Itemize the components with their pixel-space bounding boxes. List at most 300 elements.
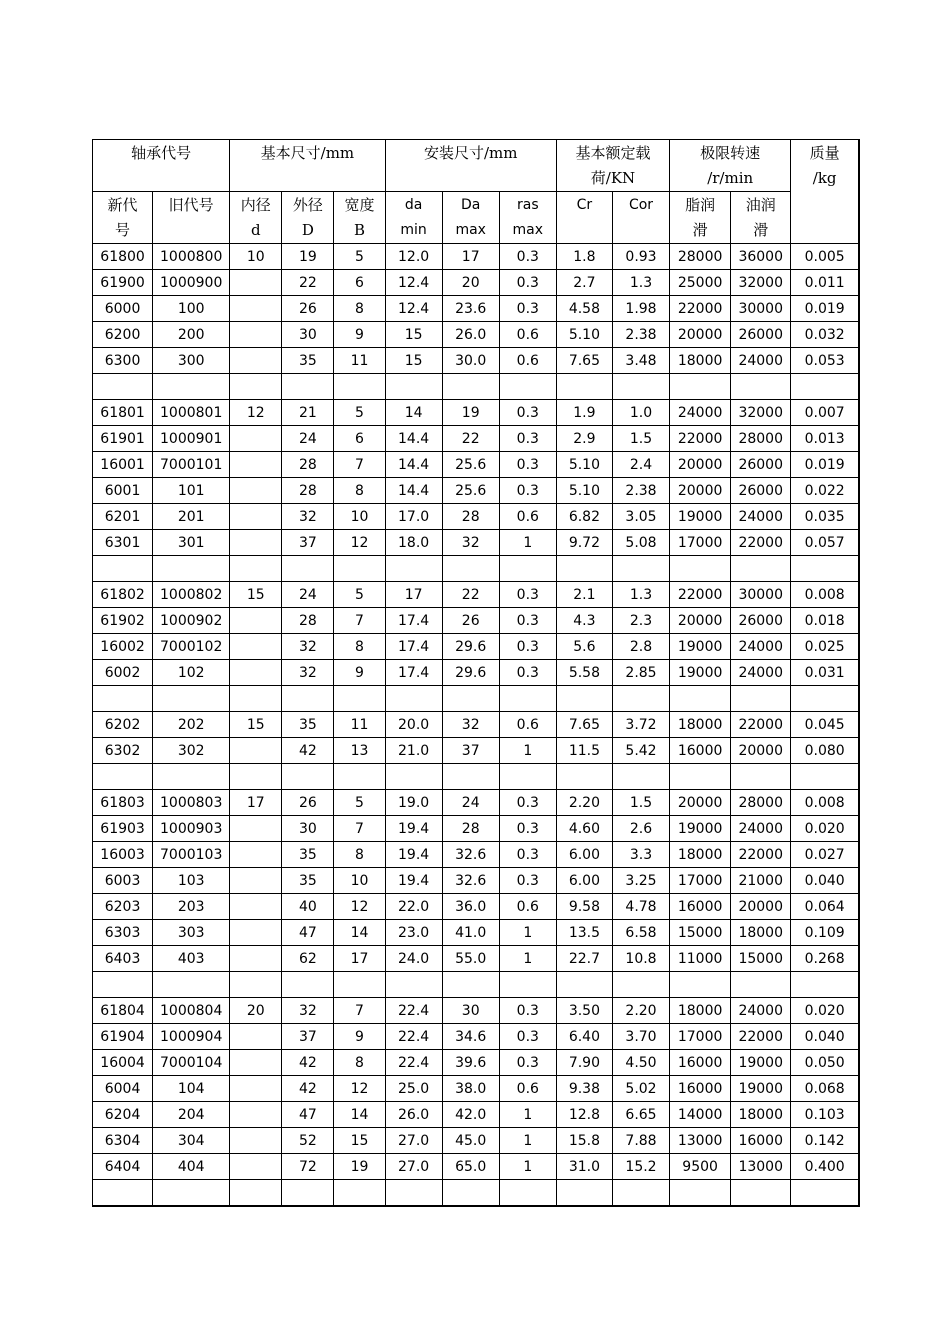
- cell-oil-speed: 28000: [731, 426, 791, 452]
- table-row: [93, 582, 860, 608]
- cell-grease-speed: 22000: [670, 426, 731, 452]
- header-line: 基本额定载: [575, 144, 651, 162]
- header-line: 外径: [292, 196, 323, 214]
- cell-da-min: 25.0: [385, 1076, 442, 1102]
- table-row: [93, 1050, 860, 1076]
- cell-mass: 0.018: [791, 608, 859, 634]
- cell-outer-D: 42: [282, 1050, 334, 1076]
- cell-oil-speed: 24000: [731, 660, 791, 686]
- cell-cor: 1.3: [612, 270, 669, 296]
- cell-new-code: 6004: [93, 1076, 153, 1102]
- cell-da-min: 22.0: [385, 894, 442, 920]
- cell-Da-max: [442, 556, 499, 582]
- subheader-Da-max: [442, 192, 499, 244]
- cell-mass: 0.064: [791, 894, 859, 920]
- cell-inner-d: [230, 556, 282, 582]
- cell-width-B: 5: [334, 790, 385, 816]
- cell-da-min: 15: [385, 322, 442, 348]
- cell-inner-d: [230, 478, 282, 504]
- header-row-group: [93, 140, 860, 192]
- cell-outer-D: 26: [282, 296, 334, 322]
- header-line: 基本尺寸/mm: [260, 144, 355, 162]
- table-row: [93, 738, 860, 764]
- cell-cor: 0.93: [612, 244, 669, 270]
- cell-mass: 0.142: [791, 1128, 859, 1154]
- cell-new-code: 6001: [93, 478, 153, 504]
- cell-da-min: [385, 556, 442, 582]
- cell-old-code: 301: [153, 530, 230, 556]
- header-line: 新代: [107, 196, 138, 214]
- cell-da-min: 14: [385, 400, 442, 426]
- cell-da-min: [385, 686, 442, 712]
- table-row: [93, 868, 860, 894]
- cell-inner-d: 17: [230, 790, 282, 816]
- cell-grease-speed: [670, 686, 731, 712]
- cell-grease-speed: 20000: [670, 790, 731, 816]
- cell-da-min: 17: [385, 582, 442, 608]
- cell-da-min: 22.4: [385, 1024, 442, 1050]
- cell-cor: 2.38: [612, 478, 669, 504]
- cell-new-code: [93, 686, 153, 712]
- header-line: max: [455, 222, 486, 238]
- cell-Da-max: 30.0: [442, 348, 499, 374]
- header-line: 极限转速: [700, 144, 761, 162]
- cell-ras-max: 1: [499, 530, 556, 556]
- cell-ras-max: 1: [499, 738, 556, 764]
- cell-ras-max: 0.6: [499, 504, 556, 530]
- cell-cor: 10.8: [612, 946, 669, 972]
- cell-grease-speed: 16000: [670, 1076, 731, 1102]
- cell-Da-max: 25.6: [442, 452, 499, 478]
- cell-Da-max: 36.0: [442, 894, 499, 920]
- cell-Da-max: 41.0: [442, 920, 499, 946]
- table-row: [93, 296, 860, 322]
- cell-oil-speed: 21000: [731, 868, 791, 894]
- cell-ras-max: 0.3: [499, 244, 556, 270]
- cell-grease-speed: 17000: [670, 1024, 731, 1050]
- header-line: /kg: [812, 169, 837, 187]
- cell-inner-d: [230, 452, 282, 478]
- cell-cor: 2.8: [612, 634, 669, 660]
- cell-new-code: 61902: [93, 608, 153, 634]
- cell-ras-max: 0.3: [499, 270, 556, 296]
- table-row: [93, 1076, 860, 1102]
- cell-Da-max: 39.6: [442, 1050, 499, 1076]
- table-row: [93, 504, 860, 530]
- cell-inner-d: [230, 296, 282, 322]
- cell-grease-speed: 11000: [670, 946, 731, 972]
- cell-cr: 12.8: [556, 1102, 612, 1128]
- table-row: [93, 400, 860, 426]
- cell-mass: 0.035: [791, 504, 859, 530]
- cell-inner-d: [230, 1050, 282, 1076]
- cell-width-B: 9: [334, 322, 385, 348]
- cell-mass: 0.025: [791, 634, 859, 660]
- cell-inner-d: [230, 738, 282, 764]
- cell-width-B: 11: [334, 348, 385, 374]
- table-row: [93, 1128, 860, 1154]
- cell-da-min: 22.4: [385, 1050, 442, 1076]
- cell-mass: 0.008: [791, 582, 859, 608]
- cell-new-code: 6404: [93, 1154, 153, 1180]
- cell-new-code: 61804: [93, 998, 153, 1024]
- cell-width-B: [334, 556, 385, 582]
- cell-Da-max: 28: [442, 504, 499, 530]
- cell-outer-D: 32: [282, 504, 334, 530]
- cell-ras-max: 0.3: [499, 790, 556, 816]
- cell-cor: 15.2: [612, 1154, 669, 1180]
- cell-da-min: 19.4: [385, 842, 442, 868]
- cell-new-code: [93, 374, 153, 400]
- table-row: [93, 946, 860, 972]
- cell-oil-speed: 20000: [731, 894, 791, 920]
- table-row: [93, 1102, 860, 1128]
- cell-outer-D: [282, 764, 334, 790]
- cell-new-code: 61803: [93, 790, 153, 816]
- cell-outer-D: [282, 972, 334, 998]
- cell-new-code: 61802: [93, 582, 153, 608]
- cell-cor: 2.3: [612, 608, 669, 634]
- cell-oil-speed: 22000: [731, 842, 791, 868]
- cell-new-code: [93, 764, 153, 790]
- cell-inner-d: [230, 894, 282, 920]
- cell-new-code: 61904: [93, 1024, 153, 1050]
- cell-outer-D: 35: [282, 842, 334, 868]
- cell-grease-speed: 19000: [670, 634, 731, 660]
- cell-cor: 3.25: [612, 868, 669, 894]
- header-installation-dimensions: [385, 140, 556, 192]
- cell-old-code: 7000103: [153, 842, 230, 868]
- cell-old-code: 304: [153, 1128, 230, 1154]
- cell-Da-max: 23.6: [442, 296, 499, 322]
- header-line: da: [404, 197, 423, 213]
- cell-da-min: 23.0: [385, 920, 442, 946]
- cell-width-B: 7: [334, 452, 385, 478]
- cell-new-code: 6203: [93, 894, 153, 920]
- cell-oil-speed: 26000: [731, 608, 791, 634]
- cell-Da-max: [442, 374, 499, 400]
- cell-ras-max: 0.3: [499, 816, 556, 842]
- cell-cr: [556, 686, 612, 712]
- cell-da-min: 27.0: [385, 1128, 442, 1154]
- subheader-new-code: [93, 192, 153, 244]
- cell-da-min: 14.4: [385, 452, 442, 478]
- cell-mass: 0.040: [791, 868, 859, 894]
- cell-ras-max: 0.3: [499, 998, 556, 1024]
- cell-mass: [791, 374, 859, 400]
- cell-ras-max: [499, 972, 556, 998]
- cell-ras-max: 0.3: [499, 634, 556, 660]
- cell-mass: 0.011: [791, 270, 859, 296]
- bearing-spec-table: [92, 139, 860, 1207]
- table-row: [93, 998, 860, 1024]
- cell-grease-speed: 16000: [670, 738, 731, 764]
- cell-outer-D: 24: [282, 582, 334, 608]
- cell-new-code: 61900: [93, 270, 153, 296]
- cell-old-code: 102: [153, 660, 230, 686]
- cell-cor: [612, 972, 669, 998]
- cell-new-code: 6201: [93, 504, 153, 530]
- cell-old-code: 1000804: [153, 998, 230, 1024]
- cell-inner-d: [230, 374, 282, 400]
- cell-cor: 3.72: [612, 712, 669, 738]
- cell-grease-speed: 17000: [670, 868, 731, 894]
- cell-inner-d: [230, 660, 282, 686]
- table-row: [93, 634, 860, 660]
- cell-inner-d: [230, 816, 282, 842]
- cell-Da-max: 26.0: [442, 322, 499, 348]
- cell-da-min: 26.0: [385, 1102, 442, 1128]
- cell-cr: 5.58: [556, 660, 612, 686]
- cell-new-code: 61800: [93, 244, 153, 270]
- cell-new-code: 16004: [93, 1050, 153, 1076]
- subheader-outer-diameter: [282, 192, 334, 244]
- cell-width-B: 8: [334, 296, 385, 322]
- header-line: 滑: [753, 221, 769, 239]
- cell-oil-speed: [731, 764, 791, 790]
- cell-Da-max: [442, 1180, 499, 1207]
- header-row-sub: [93, 192, 860, 244]
- cell-cor: 1.5: [612, 790, 669, 816]
- subheader-width: [334, 192, 385, 244]
- cell-da-min: 19.4: [385, 868, 442, 894]
- table-row: [93, 608, 860, 634]
- cell-cr: 5.10: [556, 452, 612, 478]
- cell-cr: 4.3: [556, 608, 612, 634]
- cell-width-B: 5: [334, 400, 385, 426]
- table-row: [93, 894, 860, 920]
- cell-width-B: [334, 1180, 385, 1207]
- cell-oil-speed: [731, 374, 791, 400]
- cell-da-min: 14.4: [385, 426, 442, 452]
- cell-oil-speed: 22000: [731, 712, 791, 738]
- cell-new-code: 16002: [93, 634, 153, 660]
- cell-da-min: 17.4: [385, 608, 442, 634]
- cell-cor: 5.02: [612, 1076, 669, 1102]
- cell-Da-max: [442, 972, 499, 998]
- cell-outer-D: 52: [282, 1128, 334, 1154]
- cell-oil-speed: 30000: [731, 582, 791, 608]
- cell-cr: 22.7: [556, 946, 612, 972]
- cell-oil-speed: [731, 556, 791, 582]
- cell-mass: [791, 764, 859, 790]
- cell-cor: 4.78: [612, 894, 669, 920]
- table-row: [93, 1024, 860, 1050]
- cell-old-code: 201: [153, 504, 230, 530]
- cell-old-code: 204: [153, 1102, 230, 1128]
- cell-old-code: 7000102: [153, 634, 230, 660]
- cell-oil-speed: 24000: [731, 998, 791, 1024]
- cell-outer-D: 28: [282, 608, 334, 634]
- cell-ras-max: 1: [499, 920, 556, 946]
- table-row: [93, 660, 860, 686]
- cell-old-code: 303: [153, 920, 230, 946]
- cell-old-code: 203: [153, 894, 230, 920]
- cell-width-B: 13: [334, 738, 385, 764]
- cell-inner-d: [230, 946, 282, 972]
- cell-ras-max: 0.3: [499, 608, 556, 634]
- cell-outer-D: 21: [282, 400, 334, 426]
- cell-grease-speed: [670, 764, 731, 790]
- header-bearing-code: [93, 140, 230, 192]
- cell-cr: [556, 972, 612, 998]
- cell-cr: 4.58: [556, 296, 612, 322]
- subheader-grease-lubrication: [670, 192, 731, 244]
- cell-mass: 0.032: [791, 322, 859, 348]
- cell-outer-D: 28: [282, 478, 334, 504]
- cell-mass: 0.019: [791, 296, 859, 322]
- cell-outer-D: 40: [282, 894, 334, 920]
- table-row: [93, 816, 860, 842]
- header-basic-dimensions: [230, 140, 385, 192]
- cell-old-code: 101: [153, 478, 230, 504]
- header-rated-load: [556, 140, 669, 192]
- cell-grease-speed: 20000: [670, 608, 731, 634]
- cell-mass: 0.045: [791, 712, 859, 738]
- cell-old-code: 404: [153, 1154, 230, 1180]
- header-line: ras: [516, 197, 539, 213]
- cell-inner-d: [230, 1154, 282, 1180]
- cell-oil-speed: [731, 972, 791, 998]
- cell-inner-d: [230, 842, 282, 868]
- cell-Da-max: 55.0: [442, 946, 499, 972]
- cell-old-code: 200: [153, 322, 230, 348]
- table-row: [93, 686, 860, 712]
- cell-oil-speed: 24000: [731, 348, 791, 374]
- cell-new-code: 16003: [93, 842, 153, 868]
- table-row: [93, 712, 860, 738]
- cell-ras-max: 0.3: [499, 296, 556, 322]
- cell-grease-speed: 22000: [670, 296, 731, 322]
- cell-ras-max: 0.6: [499, 348, 556, 374]
- cell-cr: 15.8: [556, 1128, 612, 1154]
- cell-ras-max: 0.6: [499, 712, 556, 738]
- cell-inner-d: [230, 504, 282, 530]
- cell-outer-D: 32: [282, 998, 334, 1024]
- cell-width-B: 12: [334, 1076, 385, 1102]
- cell-mass: [791, 1180, 859, 1207]
- cell-oil-speed: 32000: [731, 270, 791, 296]
- cell-Da-max: 19: [442, 400, 499, 426]
- cell-cr: 11.5: [556, 738, 612, 764]
- cell-mass: 0.053: [791, 348, 859, 374]
- cell-inner-d: 12: [230, 400, 282, 426]
- cell-grease-speed: 28000: [670, 244, 731, 270]
- cell-width-B: [334, 686, 385, 712]
- cell-cr: 6.40: [556, 1024, 612, 1050]
- cell-ras-max: 0.3: [499, 426, 556, 452]
- cell-mass: 0.008: [791, 790, 859, 816]
- cell-inner-d: [230, 1076, 282, 1102]
- cell-outer-D: 37: [282, 1024, 334, 1050]
- header-line: max: [512, 222, 544, 238]
- cell-old-code: [153, 1180, 230, 1207]
- cell-new-code: 6002: [93, 660, 153, 686]
- cell-oil-speed: 19000: [731, 1050, 791, 1076]
- cell-Da-max: 32.6: [442, 868, 499, 894]
- cell-cr: 5.6: [556, 634, 612, 660]
- header-line: D: [301, 221, 314, 239]
- cell-old-code: 103: [153, 868, 230, 894]
- cell-da-min: 12.4: [385, 296, 442, 322]
- cell-outer-D: 30: [282, 816, 334, 842]
- cell-grease-speed: 25000: [670, 270, 731, 296]
- cell-da-min: [385, 1180, 442, 1207]
- cell-width-B: 14: [334, 1102, 385, 1128]
- cell-grease-speed: 13000: [670, 1128, 731, 1154]
- cell-oil-speed: 22000: [731, 1024, 791, 1050]
- header-line: d: [251, 221, 261, 239]
- header-line: 轴承代号: [131, 144, 192, 162]
- cell-da-min: 14.4: [385, 478, 442, 504]
- cell-width-B: [334, 764, 385, 790]
- cell-new-code: 61903: [93, 816, 153, 842]
- cell-outer-D: 42: [282, 1076, 334, 1102]
- header-line: 油润: [745, 196, 776, 214]
- cell-cor: 2.6: [612, 816, 669, 842]
- cell-inner-d: [230, 920, 282, 946]
- cell-inner-d: [230, 530, 282, 556]
- cell-cr: [556, 374, 612, 400]
- cell-oil-speed: 18000: [731, 1102, 791, 1128]
- cell-mass: 0.057: [791, 530, 859, 556]
- cell-outer-D: 37: [282, 530, 334, 556]
- cell-width-B: 12: [334, 530, 385, 556]
- cell-grease-speed: 17000: [670, 530, 731, 556]
- cell-da-min: 19.4: [385, 816, 442, 842]
- cell-cor: 3.05: [612, 504, 669, 530]
- cell-new-code: 61801: [93, 400, 153, 426]
- cell-mass: 0.109: [791, 920, 859, 946]
- cell-ras-max: 0.3: [499, 868, 556, 894]
- cell-oil-speed: 18000: [731, 920, 791, 946]
- cell-da-min: 24.0: [385, 946, 442, 972]
- cell-inner-d: [230, 322, 282, 348]
- cell-width-B: 10: [334, 504, 385, 530]
- cell-old-code: 302: [153, 738, 230, 764]
- cell-cor: [612, 1180, 669, 1207]
- header-line: Da: [461, 197, 481, 213]
- cell-width-B: 11: [334, 712, 385, 738]
- cell-width-B: 15: [334, 1128, 385, 1154]
- header-limit-speed: [670, 140, 791, 192]
- cell-cr: 3.50: [556, 998, 612, 1024]
- cell-mass: 0.068: [791, 1076, 859, 1102]
- cell-width-B: 19: [334, 1154, 385, 1180]
- header-line: 滑: [692, 221, 708, 239]
- cell-grease-speed: 19000: [670, 816, 731, 842]
- cell-oil-speed: 24000: [731, 634, 791, 660]
- cell-Da-max: 20: [442, 270, 499, 296]
- cell-inner-d: 15: [230, 582, 282, 608]
- header-line: Cr: [576, 197, 593, 213]
- cell-oil-speed: 26000: [731, 478, 791, 504]
- cell-Da-max: 22: [442, 582, 499, 608]
- cell-mass: 0.027: [791, 842, 859, 868]
- cell-grease-speed: [670, 1180, 731, 1207]
- cell-mass: 0.007: [791, 400, 859, 426]
- header-mass: [791, 140, 859, 244]
- cell-oil-speed: 32000: [731, 400, 791, 426]
- cell-width-B: 7: [334, 816, 385, 842]
- table-row: [93, 842, 860, 868]
- cell-cr: 9.58: [556, 894, 612, 920]
- cell-grease-speed: [670, 972, 731, 998]
- cell-oil-speed: 15000: [731, 946, 791, 972]
- cell-cor: [612, 374, 669, 400]
- cell-Da-max: [442, 764, 499, 790]
- cell-cr: 2.7: [556, 270, 612, 296]
